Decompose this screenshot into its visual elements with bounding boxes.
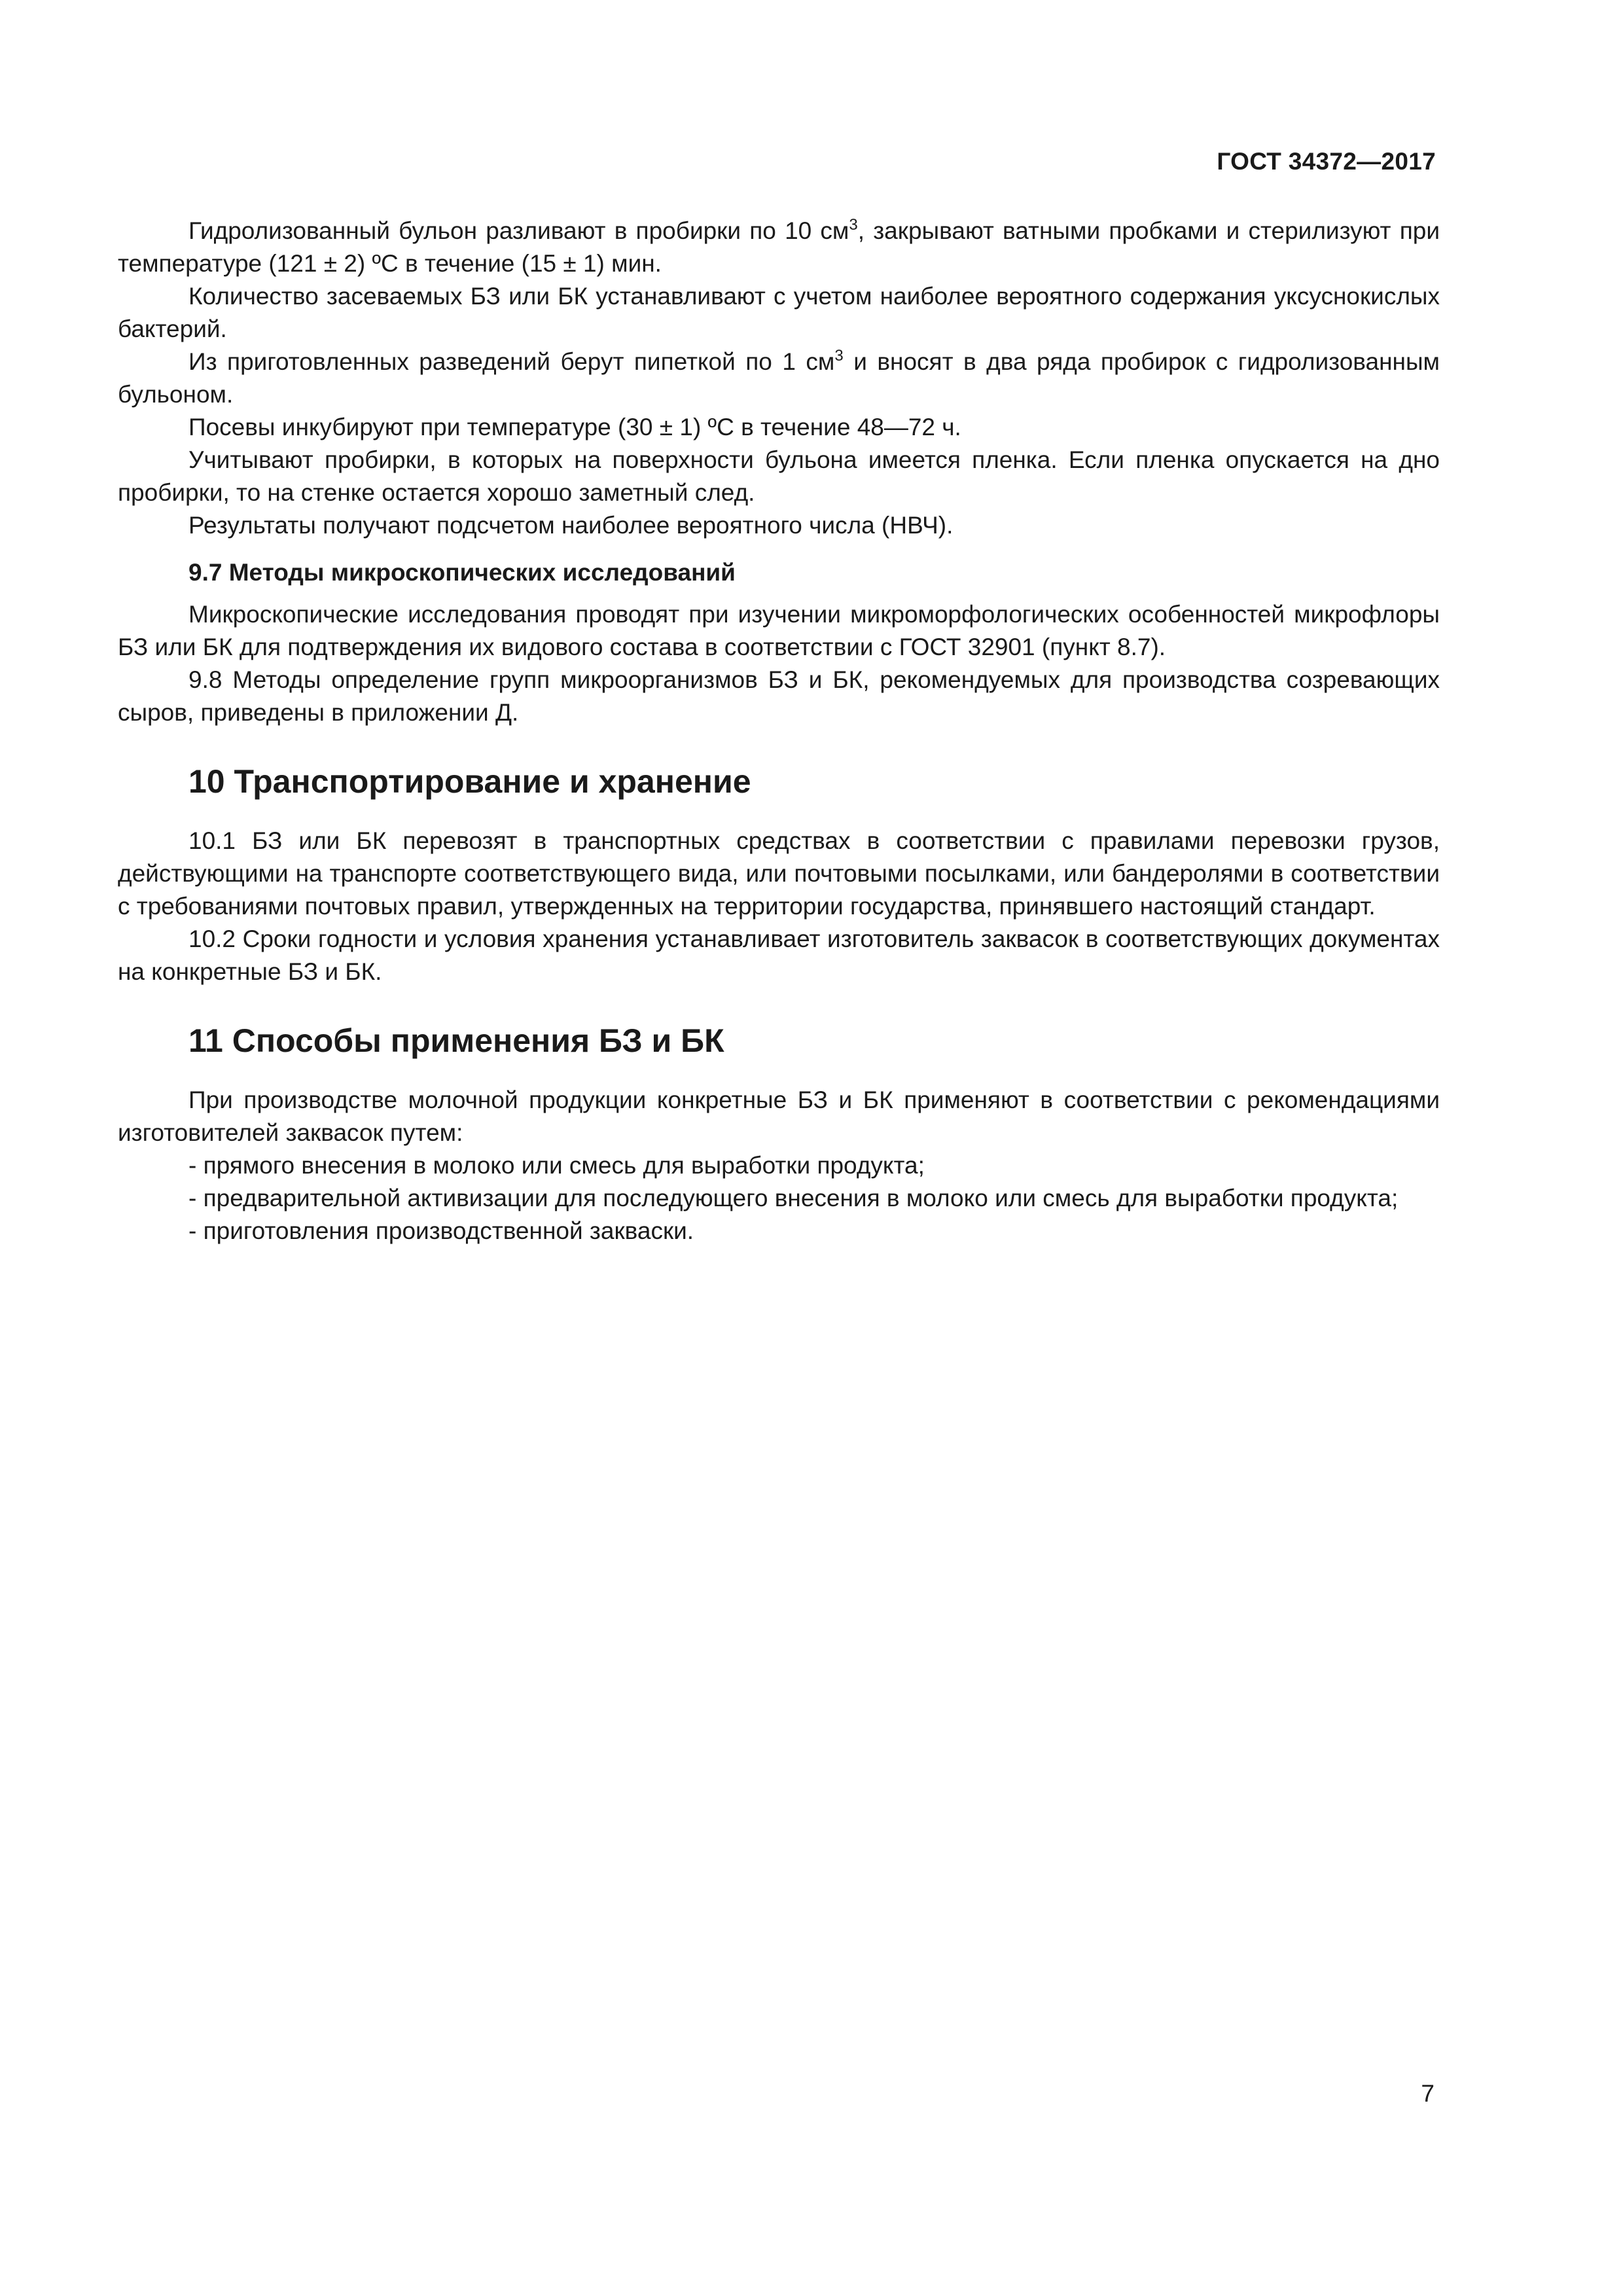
paragraph-incubation: Посевы инкубируют при температуре (30 ± 1) ºС в течение 48—72 ч.: [188, 414, 961, 440]
section-heading-10: 10 Транспортирование и хранение: [188, 763, 751, 800]
document-body: [118, 215, 1440, 1247]
page-number: 7: [1421, 2080, 1435, 2107]
subsection-heading-9-7: 9.7 Методы микроскопических исследований: [188, 559, 736, 586]
paragraph-10-2: 10.2 Сроки годности и условия хранения устанавливает изготовитель заквасок в соответствующих документах на конкретные БЗ и БК.: [118, 925, 1440, 985]
document-code-header: ГОСТ 34372—2017: [1217, 148, 1436, 175]
paragraph-broth-sterilization: Гидролизованный бульон разливают в пробирки по 10 $см^3$, закрывают ватными пробками и стерилизуют при температуре (121 ± 2) ºС в течение (15 ± 1) мин.: [118, 216, 1440, 277]
paragraph-dilutions: Из приготовленных разведений берут пипеткой по 1 $см^3$ и вносят в два ряда пробирок с гидролизованным бульоном.: [118, 347, 1440, 408]
paragraph-10-1: 10.1 БЗ или БК перевозят в транспортных средствах в соответствии с правилами перевозки грузов, действующими на транспорте соответствующего вида, или почтовыми посылками, или бандеролями в соответствии с требованиями почтовых правил, утвержденных на территории государства, принявшего настоящий стандарт.: [118, 827, 1440, 920]
paragraph-film-check: Учитывают пробирки, в которых на поверхности бульона имеется пленка. Если пленка опускается на дно пробирки, то на стенке остается хорошо заметный след.: [118, 446, 1440, 506]
superscript: 3: [849, 216, 858, 234]
section-heading-11: 11 Способы применения БЗ и БК: [188, 1022, 724, 1059]
paragraph-11-intro: При производстве молочной продукции конкретные БЗ и БК применяют в соответствии с рекомендациями изготовителей заквасок путем:: [118, 1086, 1440, 1146]
list-item: - предварительной активизации для последующего внесения в молоко или смесь для выработки продукта;: [188, 1185, 1399, 1211]
paragraph-mpn-results: Результаты получают подсчетом наиболее вероятного числа (НВЧ).: [188, 512, 954, 539]
superscript: 3: [834, 347, 844, 365]
list-item: - приготовления производственной закваски.: [188, 1217, 694, 1244]
list-item: - прямого внесения в молоко или смесь для выработки продукта;: [188, 1152, 925, 1179]
paragraph-microscopy: Микроскопические исследования проводят при изучении микроморфологических особенностей микрофлоры БЗ или БК для подтверждения их видового состава в соответствии с ГОСТ 32901 (пункт 8.7).: [118, 601, 1440, 660]
paragraph-inoculum-amount: Количество засеваемых БЗ или БК устанавливают с учетом наиболее вероятного содержания уксуснокислых бактерий.: [118, 283, 1440, 342]
paragraph-9-8: 9.8 Методы определение групп микроорганизмов БЗ и БК, рекомендуемых для производства созревающих сыров, приведены в приложении Д.: [118, 666, 1440, 726]
